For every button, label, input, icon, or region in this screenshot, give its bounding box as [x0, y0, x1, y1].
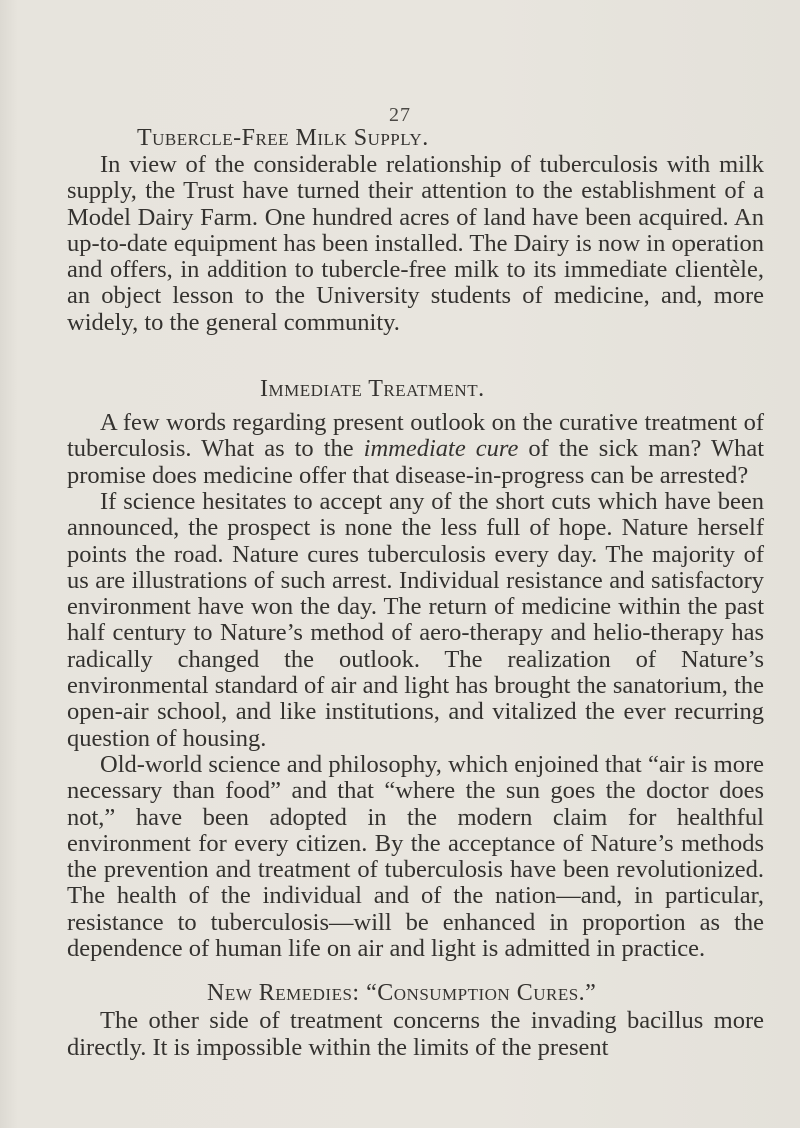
paragraph-text: A few words regarding present outlook on the curative treatment of tuberculosis. What as to the [67, 409, 764, 463]
section-heading-milk-supply: Tubercle-Free Milk Supply. [137, 125, 429, 151]
paragraph: If science hesitates to accept any of the short cuts which have been announced, the prospect is none the less full of hope. Nature herself points the road. Nature cures tuberculosis every day. The majority of us are illustrations of such arrest. Individual resistance and satisfactory environment have won the day. The return of medicine within the past half century to Nature’s method of aero-therapy and helio-therapy has radically changed the outlook. The realization of Nature’s environmental standard of air and light has brought the sanatorium, the open-air school, and like institutions, and vitalized the ever recurring question of housing. [67, 487, 764, 752]
text-column [67, 125, 764, 1061]
paragraph-text: of the sick man? What promise does medicine offer that disease-in-progress can be arrested? [67, 435, 764, 489]
paragraph: The other side of treatment concerns the invading bacillus more directly. It is impossible within the limits of the present [67, 1007, 764, 1061]
section-heading-new-remedies: New Remedies: “Consumption Cures.” [207, 980, 597, 1007]
paragraph: In view of the considerable relationship of tuberculosis with milk supply, the Trust have turned their attention to the establishment of a Model Dairy Farm. One hundred acres of land have been acquired. An up-to-date equipment has been installed. The Dairy is now in operation and offers, in addition to tubercle-free milk to its immediate clientèle, an object lesson to the University students of medicine, and, more widely, to the general community. [67, 151, 764, 336]
paragraph [67, 410, 764, 489]
page-number: 27 [389, 104, 411, 126]
section-heading-immediate-treatment: Immediate Treatment. [260, 376, 485, 403]
paragraph: Old-world science and philosophy, which enjoined that “air is more necessary than food” and that “where the sun goes the doctor does not,” have been adopted in the modern claim for healthful environment for every citizen. By the acceptance of Nature’s methods the prevention and treatment of tuberculosis have been revolutionized. The health of the individual and of the nation—and, in particular, resistance to tuberculosis—will be enhanced in proportion as the dependence of human life on air and light is admitted in practice. [67, 750, 764, 963]
emphasis-text: immediate cure [363, 435, 519, 463]
